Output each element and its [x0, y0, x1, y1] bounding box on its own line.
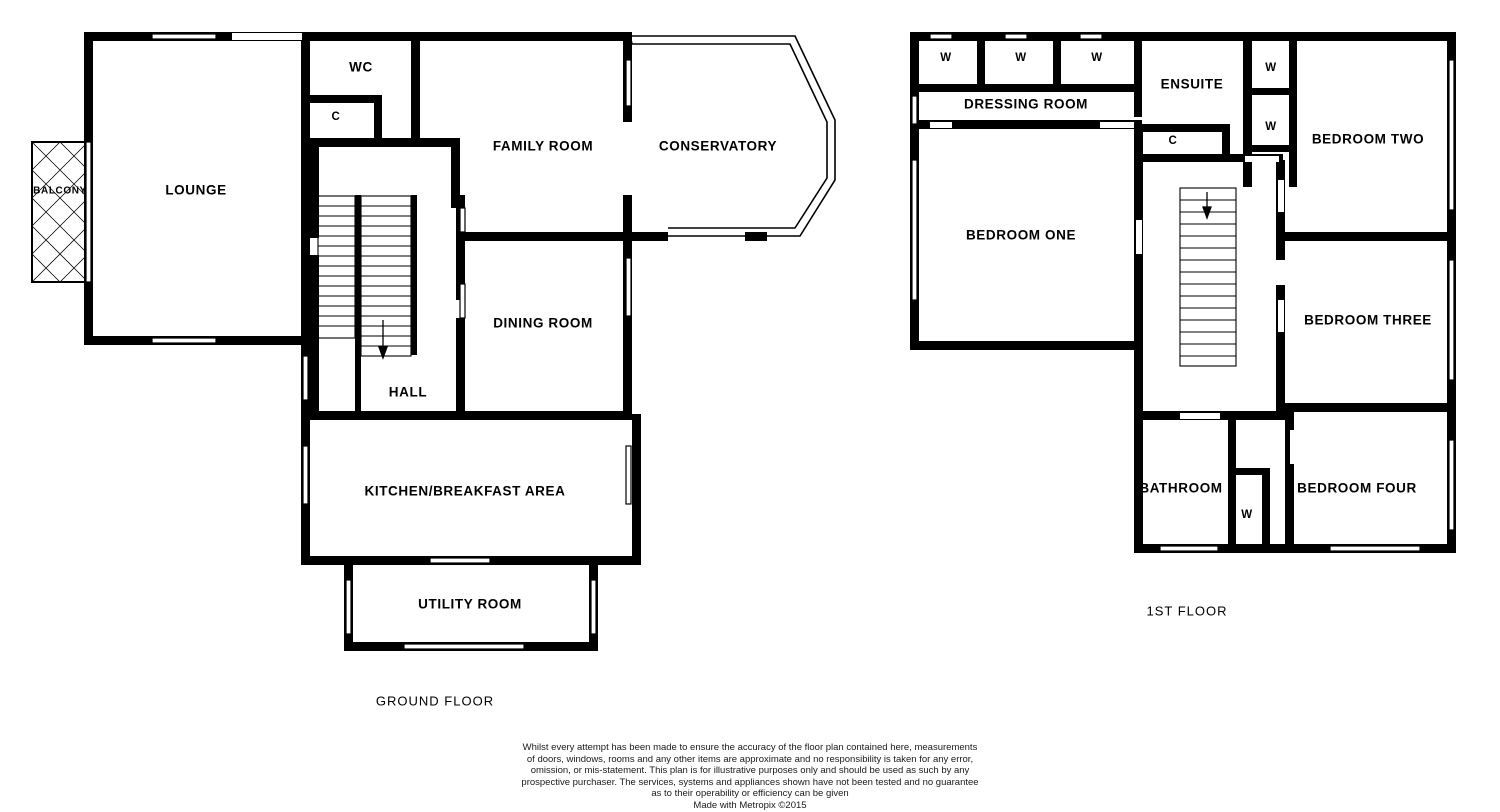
room-label-wardrobe-3: W	[1091, 52, 1103, 64]
disclaimer-line-1: Whilst every attempt has been made to ensure the accuracy of the floor plan contained here, measurements	[522, 742, 978, 753]
room-label-kitchen-breakfast-area: KITCHEN/BREAKFAST AREA	[364, 483, 566, 499]
room-label-wardrobe-5: W	[1265, 121, 1277, 133]
disclaimer-line-3: omission, or mis-statement. This plan is for illustrative purposes only and should be used as such by any	[530, 765, 970, 776]
first-stair-direction-arrow	[1203, 192, 1211, 218]
disclaimer-line-4: prospective purchaser. The services, systems and appliances shown have not been tested and no guarantee	[521, 776, 979, 788]
disclaimer-line-2: of doors, windows, rooms and any other items are approximate and no responsibility is taken for any error,	[526, 753, 974, 765]
ground-floor-plan	[32, 32, 835, 651]
room-label-bedroom-two: BEDROOM TWO	[1311, 131, 1425, 147]
room-label-conservatory: CONSERVATORY	[658, 138, 778, 154]
ground-floor-caption: GROUND FLOOR	[375, 693, 495, 709]
room-label-bedroom-four: BEDROOM FOUR	[1297, 480, 1417, 496]
room-label-balcony: BALCONY	[33, 185, 87, 197]
disclaimer-block	[440, 742, 1060, 811]
ground-floor-staircase	[318, 196, 411, 356]
room-label-wc: WC	[349, 59, 373, 75]
room-label-bathroom: BATHROOM	[1139, 480, 1223, 496]
made-with-credit: Made with Metropix ©2015	[693, 799, 807, 811]
room-label-wardrobe-2: W	[1015, 52, 1027, 64]
room-label-dressing-room: DRESSING ROOM	[963, 96, 1089, 112]
balcony-area	[32, 142, 88, 282]
room-label-ensuite: ENSUITE	[1160, 76, 1224, 92]
room-label-dining-room: DINING ROOM	[493, 315, 593, 331]
room-label-utility-room: UTILITY ROOM	[418, 596, 522, 612]
first-floor-caption: 1ST FLOOR	[1146, 603, 1228, 619]
room-label-bedroom-three: BEDROOM THREE	[1304, 312, 1432, 328]
room-label-family-room: FAMILY ROOM	[492, 138, 594, 154]
room-label-cupboard-first: C	[1168, 135, 1178, 147]
conservatory-outline	[630, 36, 835, 236]
first-floor-windows	[912, 34, 1454, 551]
room-label-wardrobe-4: W	[1265, 62, 1277, 74]
room-label-cupboard-ground: C	[331, 111, 341, 123]
room-label-wardrobe-1: W	[940, 52, 952, 64]
room-label-hall: HALL	[388, 384, 428, 400]
room-label-lounge: LOUNGE	[165, 182, 227, 198]
disclaimer-line-5: as to their operability or efficiency can be given	[651, 788, 849, 799]
room-label-bedroom-one: BEDROOM ONE	[965, 227, 1077, 243]
room-label-wardrobe-6: W	[1241, 509, 1253, 521]
